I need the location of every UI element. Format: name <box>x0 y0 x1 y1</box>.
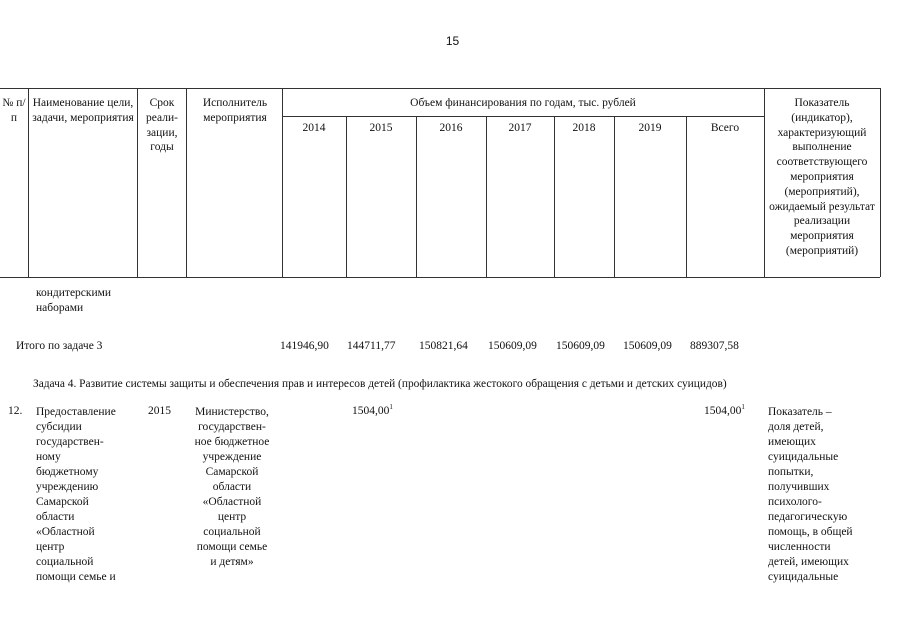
total-value: 141946,90 <box>280 340 329 352</box>
row-name-line: центр <box>36 541 65 553</box>
row-executor-line: «Областной <box>202 496 262 508</box>
page-number: 15 <box>445 34 460 48</box>
value-2015: 1504,00 <box>352 405 390 417</box>
header-indicator: Показатель (индикатор), характеризующий выполнение соответствующего мероприятия (мероприятий), ожидаемый результат реализации мероприятия (мероприятий) <box>769 97 875 257</box>
row-name-line: помощи семье и <box>36 571 116 583</box>
header-year: 2017 <box>508 122 532 134</box>
row-executor-line: и детям» <box>210 556 254 568</box>
row-indicator-line: помощь, в общей <box>768 526 853 538</box>
col-divider <box>880 88 881 277</box>
footnote-mark: 1 <box>741 403 745 412</box>
total-value: 150821,64 <box>419 340 468 352</box>
col-divider <box>686 116 687 277</box>
row-executor-line: социальной <box>203 526 261 538</box>
total-value: 150609,09 <box>556 340 605 352</box>
header-year: 2019 <box>638 122 662 134</box>
row-indicator-line: доля детей, <box>768 421 824 433</box>
row-name-line: Предоставление <box>36 406 116 418</box>
col-divider <box>486 116 487 277</box>
row-indicator-line: имеющих <box>768 436 816 448</box>
total-value: 144711,77 <box>347 340 396 352</box>
row-indicator-line: Показатель – <box>768 406 832 418</box>
col-divider <box>346 116 347 277</box>
col-divider <box>554 116 555 277</box>
row-executor-line: центр <box>217 511 247 523</box>
row-indicator-line: психолого- <box>768 496 822 508</box>
task-heading: Задача 4. Развитие системы защиты и обеспечения прав и интересов детей (профилактика жестокого обращения с детьми и детских суицидов) <box>33 378 727 390</box>
row-executor-line: ное бюджетное <box>194 436 270 448</box>
col-divider <box>764 88 765 277</box>
col-divider <box>186 88 187 277</box>
footnote-mark: 1 <box>389 403 393 412</box>
row-executor-line: Министерство, <box>195 406 269 418</box>
row-name-line: «Областной <box>36 526 95 538</box>
row-indicator-line: педагогическую <box>768 511 848 523</box>
col-divider <box>28 88 29 277</box>
row-name-line: Самарской <box>36 496 89 508</box>
header-year: 2016 <box>439 122 463 134</box>
header-executor: Исполнитель мероприятия <box>202 97 268 124</box>
col-divider <box>416 116 417 277</box>
row-name-line: социальной <box>36 556 94 568</box>
row-name <box>36 405 116 585</box>
row-executor-line: Самарской <box>205 466 259 478</box>
row-indicator-line: суицидальные <box>768 451 839 463</box>
row-indicator <box>768 405 853 585</box>
row-executor-line: помощи семье <box>196 541 268 553</box>
col-divider <box>282 88 283 277</box>
row-value-2015 <box>352 405 393 417</box>
row-value-total <box>704 405 745 417</box>
col-divider <box>137 88 138 277</box>
continued-line: наборами <box>36 302 84 314</box>
row-term: 2015 <box>148 405 171 417</box>
row-indicator-line: получивших <box>768 481 830 493</box>
row-indicator-line: попытки, <box>768 466 814 478</box>
value-total: 1504,00 <box>704 405 742 417</box>
total-value: 889307,58 <box>690 340 739 352</box>
total-value: 150609,09 <box>623 340 672 352</box>
row-executor-line: государствен- <box>198 421 266 433</box>
row-executor <box>182 405 282 570</box>
header-year: 2015 <box>369 122 393 134</box>
row-indicator-line: детей, имеющих <box>768 556 849 568</box>
row-indicator-line: численности <box>768 541 831 553</box>
row-name-line: области <box>36 511 75 523</box>
header-year: 2014 <box>302 122 326 134</box>
row-indicator-line: суицидальные <box>768 571 839 583</box>
table-header-bottom-border <box>0 277 880 278</box>
header-name: Наименование цели, задачи, мероприятия <box>32 97 134 124</box>
row-number: 12. <box>8 405 23 417</box>
row-name-line: субсидии <box>36 421 82 433</box>
row-name-line: ному <box>36 451 61 463</box>
header-num: № п/п <box>2 97 26 124</box>
row-name-line: государствен- <box>36 436 104 448</box>
row-name-line: учреждению <box>36 481 99 493</box>
header-year: 2018 <box>572 122 596 134</box>
col-divider <box>614 116 615 277</box>
row-name-line: бюджетному <box>36 466 99 478</box>
header-term: Срок реали- зации, годы <box>146 97 178 154</box>
header-year-total: Всего <box>710 122 740 134</box>
table-top-border <box>0 88 880 89</box>
header-funding: Объем финансирования по годам, тыс. рублей <box>410 97 636 109</box>
continued-line: кондитерскими <box>36 287 112 299</box>
total-value: 150609,09 <box>488 340 537 352</box>
total-label: Итого по задаче 3 <box>16 340 103 352</box>
row-executor-line: области <box>212 481 252 493</box>
continued-text <box>36 286 111 316</box>
row-executor-line: учреждение <box>202 451 262 463</box>
years-row-divider <box>282 116 764 117</box>
